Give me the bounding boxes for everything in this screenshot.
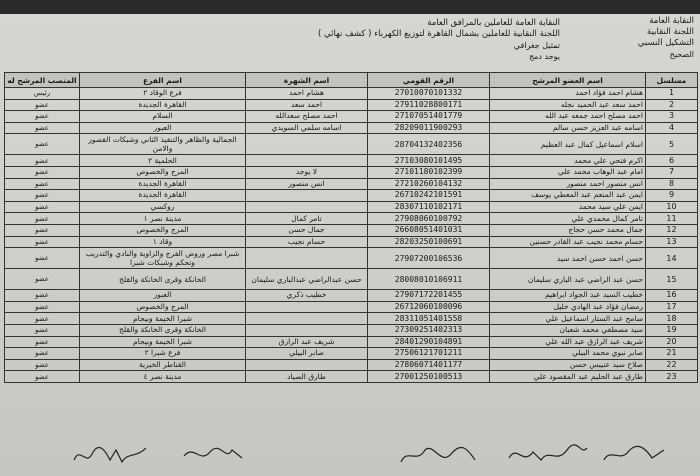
table-row bbox=[5, 371, 698, 383]
cell-branch: العبور bbox=[80, 122, 246, 134]
cell-branch: فرع الوقاد ٢ bbox=[80, 88, 246, 100]
cell-serial: 14 bbox=[646, 248, 698, 269]
header-right-line-1: النقابة العامة bbox=[649, 16, 694, 26]
cell-nickname: شريف عبد الرازق bbox=[246, 336, 368, 348]
table-row bbox=[5, 166, 698, 178]
header-right-line-3: التشكيل النسبي bbox=[637, 38, 694, 48]
table-row bbox=[5, 134, 698, 155]
cell-national-id: 27001250100513 bbox=[368, 371, 490, 383]
table-row bbox=[5, 248, 698, 269]
table-row bbox=[5, 236, 698, 248]
cell-national-id: 28311051401558 bbox=[368, 313, 490, 325]
cell-nickname bbox=[246, 134, 368, 155]
cell-position: عضو bbox=[5, 178, 80, 190]
cell-branch: الخانكة وقرى الخانكة والقلج bbox=[80, 324, 246, 336]
cell-position: عضو bbox=[5, 324, 80, 336]
cell-national-id: 27101180102399 bbox=[368, 166, 490, 178]
table-row bbox=[5, 178, 698, 190]
cell-national-id: 27911028800171 bbox=[368, 99, 490, 111]
cell-position: رئيس bbox=[5, 88, 80, 100]
cell-candidate-name: احمد سعد عبد الحميد نجله bbox=[490, 99, 646, 111]
cell-branch: شبرا مصر وروض الفرج والزاوية والنادي والتدريب وتحكم وشبكات شبرا bbox=[80, 248, 246, 269]
cell-position: عضو bbox=[5, 134, 80, 155]
cell-national-id: 26710242101591 bbox=[368, 190, 490, 202]
cell-branch: شبرا الخيمة وبيجام bbox=[80, 313, 246, 325]
table-row bbox=[5, 111, 698, 123]
cell-branch: القاهرة الجديدة bbox=[80, 178, 246, 190]
signature-1 bbox=[70, 440, 150, 470]
cell-position: عضو bbox=[5, 111, 80, 123]
cell-serial: 17 bbox=[646, 301, 698, 313]
cell-branch: الجمالية والظاهر والتنفيذ الثاني وشبكات القصور والامن bbox=[80, 134, 246, 155]
cell-candidate-name: ايمن علي سيد محمد bbox=[490, 201, 646, 213]
cell-candidate-name: اسلام اسماعيل كمال عبد العظيم bbox=[490, 134, 646, 155]
cell-serial: 13 bbox=[646, 236, 698, 248]
cell-nickname: هشام احمد bbox=[246, 88, 368, 100]
cell-serial: 1 bbox=[646, 88, 698, 100]
cell-position: عضو bbox=[5, 313, 80, 325]
cell-serial: 21 bbox=[646, 348, 698, 360]
cell-candidate-name: حسن عبد الراضي عبد الباري سليمان bbox=[490, 269, 646, 290]
cell-nickname bbox=[246, 359, 368, 371]
table-header-row bbox=[5, 73, 698, 88]
cell-national-id: 28203250100691 bbox=[368, 236, 490, 248]
cell-candidate-name: صلاح سيد عنيبس حسن bbox=[490, 359, 646, 371]
cell-candidate-name: امام عبد الوهاب محمد علي bbox=[490, 166, 646, 178]
cell-nickname bbox=[246, 324, 368, 336]
cell-candidate-name: هشام احمد فؤاد احمد bbox=[490, 88, 646, 100]
cell-national-id: 27103080101495 bbox=[368, 155, 490, 167]
table-row bbox=[5, 213, 698, 225]
table-row bbox=[5, 190, 698, 202]
cell-branch: الخانكة وقرى الخانكة والقلج bbox=[80, 269, 246, 290]
col-header-nickname: اسم الشهرة bbox=[246, 73, 368, 88]
cell-serial: 9 bbox=[646, 190, 698, 202]
scan-top-band bbox=[0, 0, 700, 14]
cell-national-id: 28704132402356 bbox=[368, 134, 490, 155]
cell-national-id: 27907200106536 bbox=[368, 248, 490, 269]
cell-branch: مدينة نصر ٤ bbox=[80, 371, 246, 383]
cell-candidate-name: سامح عبد الستار اسماعيل علي bbox=[490, 313, 646, 325]
cell-national-id: 28008010106911 bbox=[368, 269, 490, 290]
cell-position: عضو bbox=[5, 359, 80, 371]
cell-position: عضو bbox=[5, 224, 80, 236]
cell-serial: 3 bbox=[646, 111, 698, 123]
cell-serial: 11 bbox=[646, 213, 698, 225]
cell-serial: 16 bbox=[646, 290, 698, 302]
cell-serial: 20 bbox=[646, 336, 698, 348]
cell-candidate-name: تامر كمال محمدي علي bbox=[490, 213, 646, 225]
cell-branch: المرج والخصوص bbox=[80, 166, 246, 178]
cell-national-id: 27806071401177 bbox=[368, 359, 490, 371]
cell-national-id: 27210260104132 bbox=[368, 178, 490, 190]
cell-nickname: صابر البيلي bbox=[246, 348, 368, 360]
table-row bbox=[5, 313, 698, 325]
cell-nickname bbox=[246, 248, 368, 269]
cell-nickname: طارق الصياد bbox=[246, 371, 368, 383]
cell-nickname bbox=[246, 301, 368, 313]
cell-branch: فرع شبرا ٢ bbox=[80, 348, 246, 360]
cell-position: عضو bbox=[5, 122, 80, 134]
header-right-line-4: الصحيح bbox=[669, 50, 694, 59]
cell-national-id: 27309251402313 bbox=[368, 324, 490, 336]
cell-branch: العبور bbox=[80, 290, 246, 302]
cell-national-id: 27908060100792 bbox=[368, 213, 490, 225]
table-row bbox=[5, 301, 698, 313]
cell-candidate-name: جمال محمد حسن حجاج bbox=[490, 224, 646, 236]
cell-nickname: احمد مصلح سعدالله bbox=[246, 111, 368, 123]
cell-branch: القاهرة الجديدة bbox=[80, 190, 246, 202]
col-header-branch: اسم الفرع bbox=[80, 73, 246, 88]
cell-branch: المرج والخصوص bbox=[80, 301, 246, 313]
cell-serial: 5 bbox=[646, 134, 698, 155]
cell-branch: السلام bbox=[80, 111, 246, 123]
cell-position: عضو bbox=[5, 290, 80, 302]
cell-position: عضو bbox=[5, 99, 80, 111]
cell-serial: 18 bbox=[646, 313, 698, 325]
cell-serial: 23 bbox=[646, 371, 698, 383]
cell-candidate-name: حسام محمد نجيب عبد القادر حسنين bbox=[490, 236, 646, 248]
cell-national-id: 27907172201455 bbox=[368, 290, 490, 302]
cell-branch: القناطر الخيرية bbox=[80, 359, 246, 371]
cell-nickname bbox=[246, 155, 368, 167]
cell-serial: 4 bbox=[646, 122, 698, 134]
cell-serial: 2 bbox=[646, 99, 698, 111]
cell-nickname bbox=[246, 190, 368, 202]
cell-branch: روكسي bbox=[80, 201, 246, 213]
table-row bbox=[5, 201, 698, 213]
header-representation: تمثيل جغرافي bbox=[513, 41, 560, 50]
header-right-line-2: اللجنة النقابية bbox=[647, 27, 694, 37]
header-union-title: النقابة العامة للعاملين بالمرافق العامة bbox=[427, 18, 560, 28]
signature-4 bbox=[505, 440, 590, 470]
signature-5 bbox=[600, 440, 670, 470]
cell-national-id: 26608051401031 bbox=[368, 224, 490, 236]
cell-candidate-name: حسن احمد حسن احمد سيد bbox=[490, 248, 646, 269]
cell-branch: شبرا الخيمة وبيجام bbox=[80, 336, 246, 348]
cell-serial: 6 bbox=[646, 155, 698, 167]
cell-position: عضو bbox=[5, 301, 80, 313]
cell-position: عضو bbox=[5, 155, 80, 167]
table-row bbox=[5, 336, 698, 348]
candidates-table bbox=[4, 72, 698, 383]
cell-nickname: احمد سعد bbox=[246, 99, 368, 111]
cell-position: عضو bbox=[5, 201, 80, 213]
cell-serial: 10 bbox=[646, 201, 698, 213]
table-row bbox=[5, 155, 698, 167]
cell-serial: 12 bbox=[646, 224, 698, 236]
cell-candidate-name: احمد مصلح احمد جمعه عبد الله bbox=[490, 111, 646, 123]
table-row bbox=[5, 224, 698, 236]
table-row bbox=[5, 99, 698, 111]
cell-candidate-name: سيد مصطفي محمد شعبان bbox=[490, 324, 646, 336]
cell-nickname: اسامه سلمي السويدي bbox=[246, 122, 368, 134]
cell-national-id: 27010070101332 bbox=[368, 88, 490, 100]
cell-national-id: 28209011900293 bbox=[368, 122, 490, 134]
table-row bbox=[5, 359, 698, 371]
cell-branch: القاهرة الجديدة bbox=[80, 99, 246, 111]
col-header-national-id: الرقم القومي bbox=[368, 73, 490, 88]
col-header-position: المنصب المرشح له bbox=[5, 73, 80, 88]
table-row bbox=[5, 122, 698, 134]
cell-candidate-name: خطيب السيد عبد الجواد ابراهيم bbox=[490, 290, 646, 302]
cell-position: عضو bbox=[5, 348, 80, 360]
header-merge-note: يوجد دمج bbox=[528, 52, 560, 61]
cell-candidate-name: اكرم فتحي علي محمد bbox=[490, 155, 646, 167]
cell-nickname: جمال حسن bbox=[246, 224, 368, 236]
table-row bbox=[5, 269, 698, 290]
cell-candidate-name: رمضان فؤاد عبد الهادي خليل bbox=[490, 301, 646, 313]
table-row bbox=[5, 324, 698, 336]
cell-serial: 8 bbox=[646, 178, 698, 190]
cell-national-id: 28307110102171 bbox=[368, 201, 490, 213]
cell-nickname: حسام نجيب bbox=[246, 236, 368, 248]
cell-nickname bbox=[246, 201, 368, 213]
cell-branch: المرج والخصوص bbox=[80, 224, 246, 236]
cell-nickname: حسن عبدالراضي عبدالباري سليمان bbox=[246, 269, 368, 290]
cell-branch: وقاد ١ bbox=[80, 236, 246, 248]
cell-candidate-name: ايمن عبد المنعم عبد المعطي يوسف bbox=[490, 190, 646, 202]
col-header-name: اسم العضو المرشح bbox=[490, 73, 646, 88]
cell-nickname bbox=[246, 313, 368, 325]
cell-position: عضو bbox=[5, 371, 80, 383]
cell-branch: مدينة نصر ١ bbox=[80, 213, 246, 225]
cell-position: عضو bbox=[5, 213, 80, 225]
table-row bbox=[5, 88, 698, 100]
cell-nickname: لا يوجد bbox=[246, 166, 368, 178]
cell-position: عضو bbox=[5, 336, 80, 348]
cell-position: عضو bbox=[5, 236, 80, 248]
table-row bbox=[5, 348, 698, 360]
cell-candidate-name: شريف عبد الرازق عبد الله علي bbox=[490, 336, 646, 348]
cell-candidate-name: اسامه عبد العزيز حسن سالم bbox=[490, 122, 646, 134]
cell-position: عضو bbox=[5, 166, 80, 178]
cell-position: عضو bbox=[5, 190, 80, 202]
cell-candidate-name: انس منصور احمد منصور bbox=[490, 178, 646, 190]
table-row bbox=[5, 290, 698, 302]
signature-3 bbox=[395, 440, 480, 470]
cell-serial: 19 bbox=[646, 324, 698, 336]
cell-candidate-name: صابر نبوي محمد البيلي bbox=[490, 348, 646, 360]
cell-nickname: انس منصور bbox=[246, 178, 368, 190]
signature-2 bbox=[180, 440, 250, 470]
cell-candidate-name: طارق عبد الحليم عبد المقصود علي bbox=[490, 371, 646, 383]
cell-nickname: خطيب ذكري bbox=[246, 290, 368, 302]
cell-national-id: 27107051401779 bbox=[368, 111, 490, 123]
cell-serial: 22 bbox=[646, 359, 698, 371]
cell-national-id: 28401290104891 bbox=[368, 336, 490, 348]
cell-national-id: 27506121701211 bbox=[368, 348, 490, 360]
col-header-serial: مسلسل bbox=[646, 73, 698, 88]
header-committee-title: اللجنة النقابية للعاملين بشمال القاهرة لتوزيع الكهرباء ( كشف نهائي ) bbox=[317, 29, 560, 39]
cell-national-id: 26712060100096 bbox=[368, 301, 490, 313]
cell-serial: 7 bbox=[646, 166, 698, 178]
cell-position: عضو bbox=[5, 248, 80, 269]
cell-nickname: تامر كمال bbox=[246, 213, 368, 225]
cell-position: عضو bbox=[5, 269, 80, 290]
cell-serial: 15 bbox=[646, 269, 698, 290]
cell-branch: الحلمية ٢ bbox=[80, 155, 246, 167]
